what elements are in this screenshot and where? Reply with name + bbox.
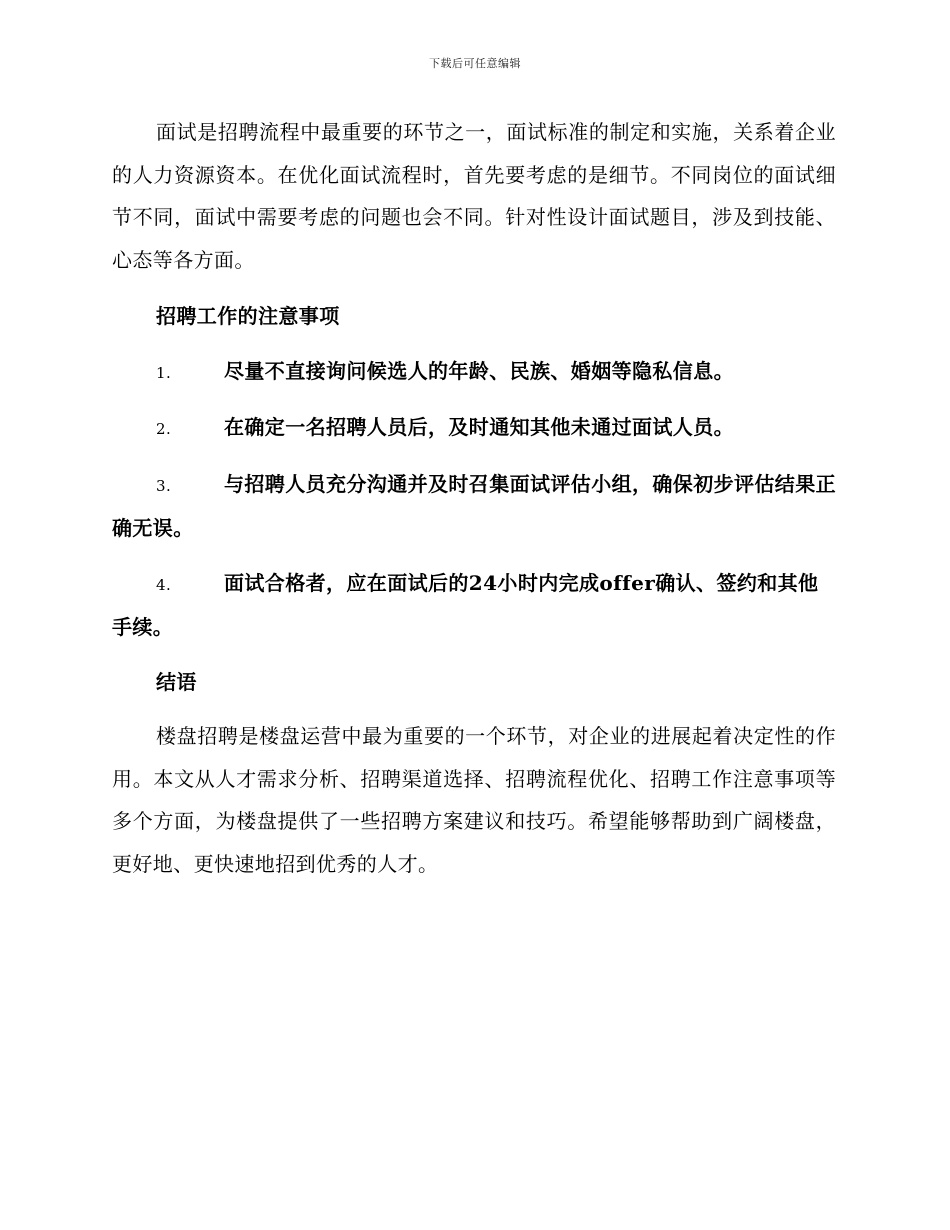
intro-paragraph: 面试是招聘流程中最重要的环节之一，面试标准的制定和实施，关系着企业的人力资源资本。在优化面试流程时，首先要考虑的是细节。不同岗位的面试细节不同，面试中需要考虑的问题也会不同。针对性设计面试题目，涉及到技能、心态等各方面。: [112, 120, 836, 272]
list-item-text: 面试合格者，应在面试后的24小时内完成offer确认、签约和其他手续。: [112, 570, 819, 639]
list-item-text: 与招聘人员充分沟通并及时召集面试评估小组，确保初步评估结果正确无误。: [112, 471, 836, 540]
list-item: [112, 350, 836, 395]
section-heading: 招聘工作的注意事项: [156, 304, 340, 328]
list-item-number: 1.: [156, 363, 172, 382]
list-item-number: 2.: [156, 420, 172, 438]
conclusion-paragraph: 楼盘招聘是楼盘运营中最为重要的一个环节，对企业的进展起着决定性的作用。本文从人才需求分析、招聘渠道选择、招聘流程优化、招聘工作注意事项等多个方面，为楼盘提供了一些招聘方案建议和技巧。希望能够帮助到广阔楼盘，更好地、更快速地招到优秀的人才。: [112, 724, 836, 876]
list-item: [112, 562, 836, 649]
list-item: [112, 463, 836, 550]
document-body: [112, 111, 836, 899]
list-item: [112, 406, 836, 451]
list-item-text: 尽量不直接询问候选人的年龄、民族、婚姻等隐私信息。: [224, 358, 734, 383]
page-header-note: 下载后可任意编辑: [429, 57, 521, 70]
list-item-text: 在确定一名招聘人员后，及时通知其他未通过面试人员。: [224, 415, 734, 439]
list-item-number: 4.: [156, 575, 172, 594]
list-item-number: 3.: [156, 476, 172, 495]
conclusion-heading: 结语: [156, 669, 197, 694]
